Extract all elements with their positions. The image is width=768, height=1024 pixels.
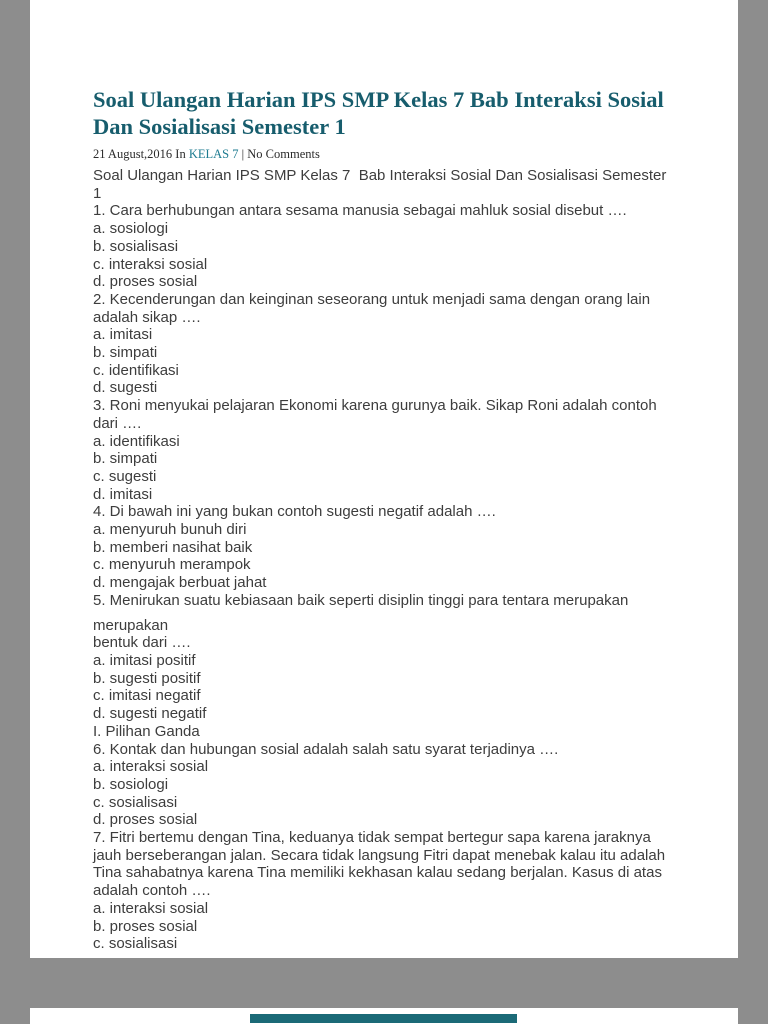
doc-line: Soal Ulangan Harian IPS SMP Kelas 7 Bab Interaksi Sosial Dan Sosialisasi Semester 1 xyxy=(93,167,671,202)
doc-line: c. sosialisasi xyxy=(93,935,178,953)
doc-line: b. memberi nasihat baik xyxy=(93,538,253,556)
next-page-preview xyxy=(30,1008,738,1024)
doc-line: I. Pilihan Ganda xyxy=(93,722,200,740)
doc-line: 6. Kontak dan hubungan sosial adalah salah satu syarat terjadinya …. xyxy=(93,740,559,758)
doc-line: d. imitasi xyxy=(93,485,153,503)
doc-line: a. sosiologi xyxy=(93,220,169,238)
doc-line: 7. Fitri bertemu dengan Tina, keduanya tidak sempat bertegur sapa karena jaraknya jauh berseberangan jalan. Secara tidak langsung Fitri dapat menebak kalau itu adalah Tina sahabatnya karena Tina memiliki kekhasan kalau sedang berjalan. Kasus di atas adalah contoh …. xyxy=(93,829,669,900)
doc-line: c. interaksi sosial xyxy=(93,255,208,273)
doc-line: 2. Kecenderungan dan keinginan seseorang untuk menjadi sama dengan orang lain adalah sikap …. xyxy=(93,290,655,326)
doc-line: d. sugesti negatif xyxy=(93,705,207,723)
post-date: 21 August,2016 In xyxy=(93,147,189,161)
doc-line: d. mengajak berbuat jahat xyxy=(93,574,267,592)
doc-line: a. imitasi xyxy=(93,326,153,344)
doc-line: b. proses sosial xyxy=(93,917,198,935)
page-content xyxy=(30,0,738,953)
doc-line: a. identifikasi xyxy=(93,432,180,450)
doc-line: d. proses sosial xyxy=(93,811,198,829)
document-body xyxy=(93,167,678,953)
doc-line: d. sugesti xyxy=(93,379,158,397)
doc-line: b. simpati xyxy=(93,450,158,468)
doc-line: b. sosialisasi xyxy=(93,237,179,255)
doc-line: b. sosiologi xyxy=(93,775,169,793)
doc-line: c. sosialisasi xyxy=(93,793,178,811)
doc-line: c. imitasi negatif xyxy=(93,687,201,705)
page-title: Soal Ulangan Harian IPS SMP Kelas 7 Bab Interaksi Sosial Dan Sosialisasi Semester 1 xyxy=(93,87,664,139)
doc-line: c. identifikasi xyxy=(93,361,179,379)
doc-line: a. menyuruh bunuh diri xyxy=(93,521,247,539)
doc-line: b. sugesti positif xyxy=(93,669,201,687)
doc-line: a. imitasi positif xyxy=(93,651,196,669)
doc-line: c. sugesti xyxy=(93,467,157,485)
doc-line: 5. Menirukan suatu kebiasaan baik seperti disiplin tinggi para tentara merupakan xyxy=(93,591,629,609)
doc-line: a. interaksi sosial xyxy=(93,758,209,776)
doc-line: merupakan xyxy=(93,616,169,634)
post-meta xyxy=(93,147,678,162)
category-link[interactable]: KELAS 7 xyxy=(188,147,239,161)
doc-line: b. simpati xyxy=(93,344,158,362)
doc-line: 3. Roni menyukai pelajaran Ekonomi karena gurunya baik. Sikap Roni adalah contoh dari …. xyxy=(93,397,661,432)
doc-line: d. proses sosial xyxy=(93,273,198,291)
doc-line: 4. Di bawah ini yang bukan contoh sugesti negatif adalah …. xyxy=(93,503,496,521)
doc-line: bentuk dari …. xyxy=(93,634,191,652)
next-page-heading-strip xyxy=(250,1014,517,1023)
doc-line: c. menyuruh merampok xyxy=(93,556,251,574)
comments-label: | No Comments xyxy=(238,147,320,161)
doc-line: a. interaksi sosial xyxy=(93,899,209,917)
doc-line: 1. Cara berhubungan antara sesama manusia sebagai mahluk sosial disebut …. xyxy=(93,202,627,220)
document-page xyxy=(30,0,738,958)
